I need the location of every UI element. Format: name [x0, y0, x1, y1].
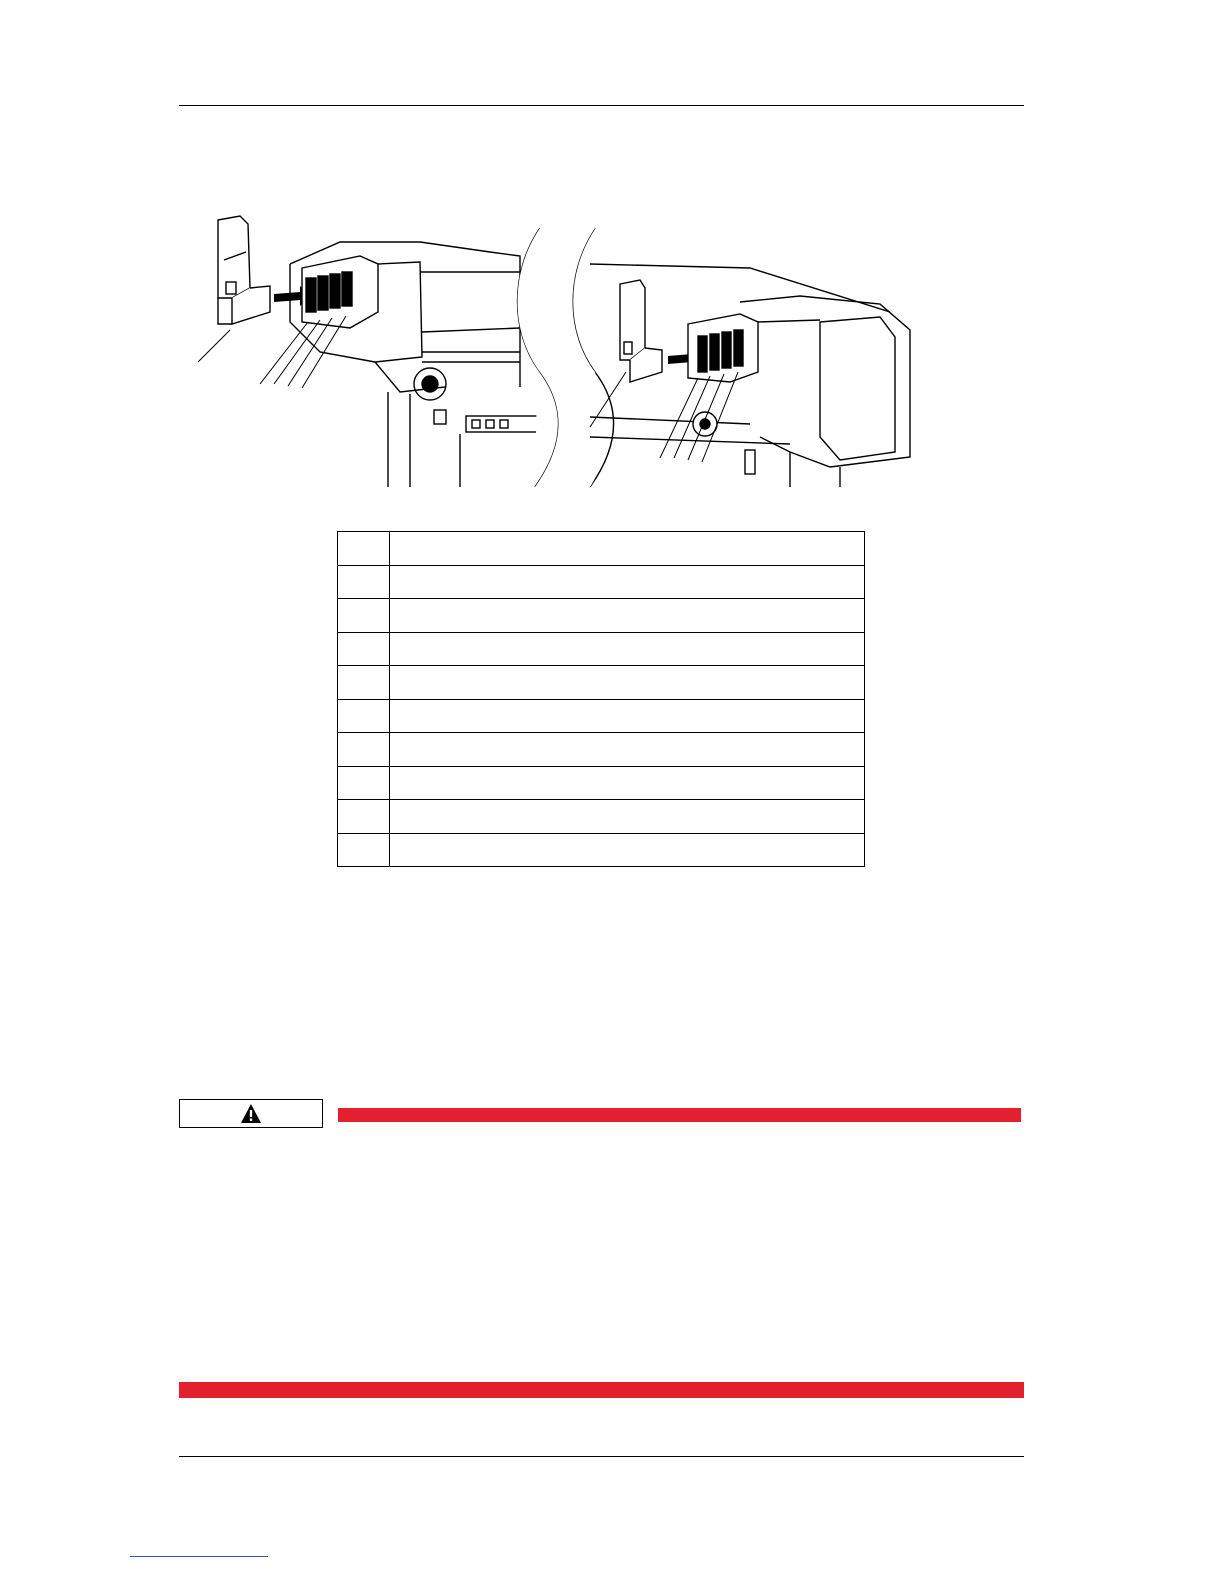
table-row — [338, 632, 865, 666]
left-ink-cartridge — [218, 216, 270, 324]
table-row — [338, 833, 865, 867]
table-row — [338, 532, 865, 566]
part-name-cell — [390, 666, 865, 700]
left-printer-body — [290, 242, 546, 487]
header-rule — [179, 105, 1024, 106]
right-printer-body — [590, 264, 910, 487]
callout-leaders — [198, 316, 738, 462]
warning-bar-top — [338, 1108, 1021, 1122]
part-name-cell — [390, 800, 865, 834]
part-number-cell — [338, 599, 390, 633]
part-number-cell — [338, 632, 390, 666]
part-name-cell — [390, 733, 865, 767]
part-name-cell — [390, 766, 865, 800]
table-row — [338, 599, 865, 633]
part-number-cell — [338, 699, 390, 733]
table-row — [338, 766, 865, 800]
table-row — [338, 733, 865, 767]
table-row — [338, 565, 865, 599]
part-number-cell — [338, 766, 390, 800]
table-row — [338, 666, 865, 700]
part-number-cell — [338, 800, 390, 834]
parts-table — [337, 531, 865, 867]
warning-label — [179, 1099, 323, 1128]
part-name-cell — [390, 632, 865, 666]
part-name-cell — [390, 699, 865, 733]
warning-bar-bottom — [179, 1382, 1024, 1398]
part-number-cell — [338, 666, 390, 700]
printer-figure — [190, 212, 920, 487]
part-number-cell — [338, 532, 390, 566]
bottom-link-underline[interactable] — [130, 1556, 268, 1557]
table-row — [338, 800, 865, 834]
part-number-cell — [338, 833, 390, 867]
part-name-cell — [390, 833, 865, 867]
footer-rule — [179, 1456, 1024, 1457]
part-name-cell — [390, 532, 865, 566]
part-name-cell — [390, 599, 865, 633]
part-number-cell — [338, 565, 390, 599]
part-name-cell — [390, 565, 865, 599]
warning-triangle-icon — [240, 1103, 262, 1125]
table-row — [338, 699, 865, 733]
part-number-cell — [338, 733, 390, 767]
